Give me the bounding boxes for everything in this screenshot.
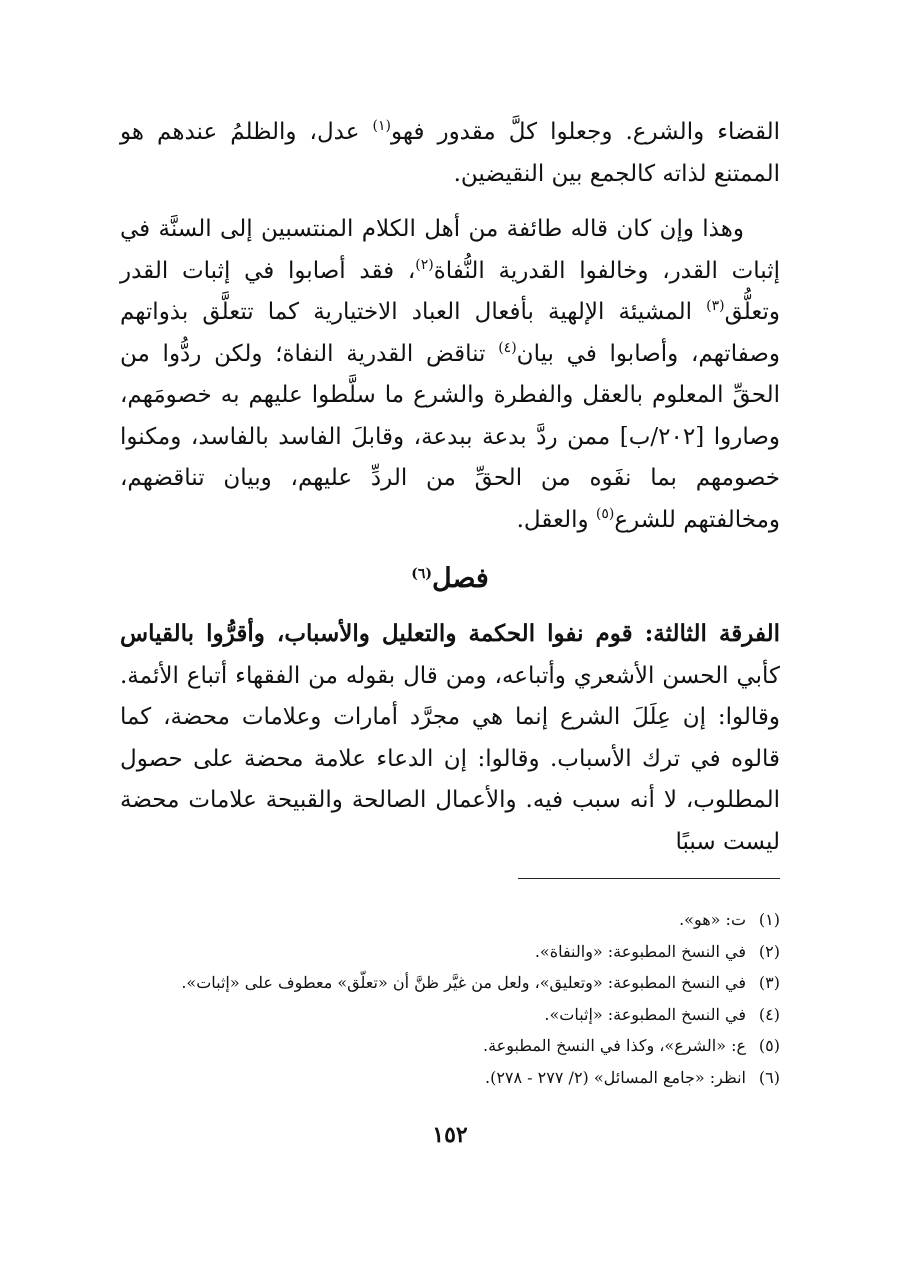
paragraph-2 <box>120 209 780 541</box>
footnote-number: (١) <box>758 910 780 929</box>
footnote-ref: (١) <box>372 118 391 134</box>
footnote-text: ت: «هو». <box>679 910 746 929</box>
footnote-ref: (٥) <box>595 505 615 522</box>
footnote-ref: (٣) <box>706 298 725 314</box>
paragraph-text: المشيئة الإلهية بأفعال العباد الاختيارية كما تتعلَّق بذواتهم وصفاتهم، وأصابوا في بيان <box>120 299 780 367</box>
footnote-ref: (٢) <box>415 256 434 273</box>
footnote <box>120 999 780 1031</box>
footnote-text: في النسخ المطبوعة: «وتعليق»، ولعل من غيَّر ظنَّ أن «تعلّق» معطوف على «إثبات». <box>181 973 746 992</box>
footnote <box>120 936 780 968</box>
footnote-number: (٣) <box>758 973 780 992</box>
footnote-text: في النسخ المطبوعة: «والنفاة». <box>534 941 746 961</box>
section-heading-title: فصل <box>432 563 489 594</box>
footnote-text: انظر: «جامع المسائل» (٢/ ٢٧٧ - ٢٧٨). <box>484 1067 746 1087</box>
paragraph-text: ، فقد أصابوا في إثبات القدر وتعلُّق <box>120 257 780 325</box>
footnotes-list <box>120 904 780 1093</box>
paragraph-3 <box>120 613 780 863</box>
footnote-ref: (٦) <box>411 566 432 582</box>
footnote-number: (٦) <box>758 1067 780 1087</box>
paragraph-text: القضاء والشرع. وجعلوا كلَّ مقدور فهو <box>390 119 781 145</box>
footnote <box>120 1030 780 1062</box>
paragraph-text: عدل، والظلمُ عندهم هو الممتنع لذاته كالجمع بين النقيضين. <box>120 119 780 187</box>
footnote-text: ع: «الشرع»، وكذا في النسخ المطبوعة. <box>483 1036 746 1055</box>
footnote-number: (٥) <box>758 1036 780 1055</box>
paragraph-text: تناقض القدرية النفاة؛ ولكن ردُّوا من الحقِّ المعلوم بالعقل والفطرة والشرع ما سلَّطوا عليهم به خصومَهم، وصاروا [٢٠٢/ب] ممن ردَّ بدعة ببدعة، وقابلَ الفاسد بالفاسد، ومكنوا خصومهم بما نفَوه من الحقِّ من الردِّ عليهم، وبيان تناقضهم، ومخالفتهم للشرع <box>120 340 780 533</box>
footnote <box>120 904 780 936</box>
page <box>120 112 780 1212</box>
page-number: ١٥٢ <box>432 1122 468 1148</box>
footnote-divider <box>518 878 780 879</box>
footnote-number: (٢) <box>758 941 780 961</box>
footnote-number: (٤) <box>758 1004 780 1024</box>
footnote-ref: (٤) <box>498 339 517 356</box>
footnote <box>120 967 780 999</box>
paragraph-text: وهذا وإن كان قاله طائفة من أهل الكلام المنتسبين إلى السنَّة في إثبات القدر، وخالفوا القدرية النُّفاة <box>120 216 780 284</box>
paragraph-text: والعقل. <box>516 506 596 533</box>
paragraph-1 <box>120 112 780 195</box>
footnote-text: في النسخ المطبوعة: «إثبات». <box>544 1004 746 1024</box>
paragraph-text: كأبي الحسن الأشعري وأتباعه، ومن قال بقوله من الفقهاء أتباع الأئمة. وقالوا: إن عِلَلَ الشرع إنما هي مجرَّد أمارات وعلامات محضة، كما قالوه في ترك الأسباب. وقالوا: إن الدعاء علامة محضة على حصول المطلوب، لا أنه سبب فيه. والأعمال الصالحة والقبيحة علامات محضة ليست سببًا <box>120 662 780 855</box>
footnote <box>120 1062 780 1094</box>
lead-phrase: الفرقة الثالثة: قوم نفوا الحكمة والتعليل والأسباب، وأقرُّوا بالقياس <box>120 620 780 647</box>
section-heading <box>120 559 780 599</box>
